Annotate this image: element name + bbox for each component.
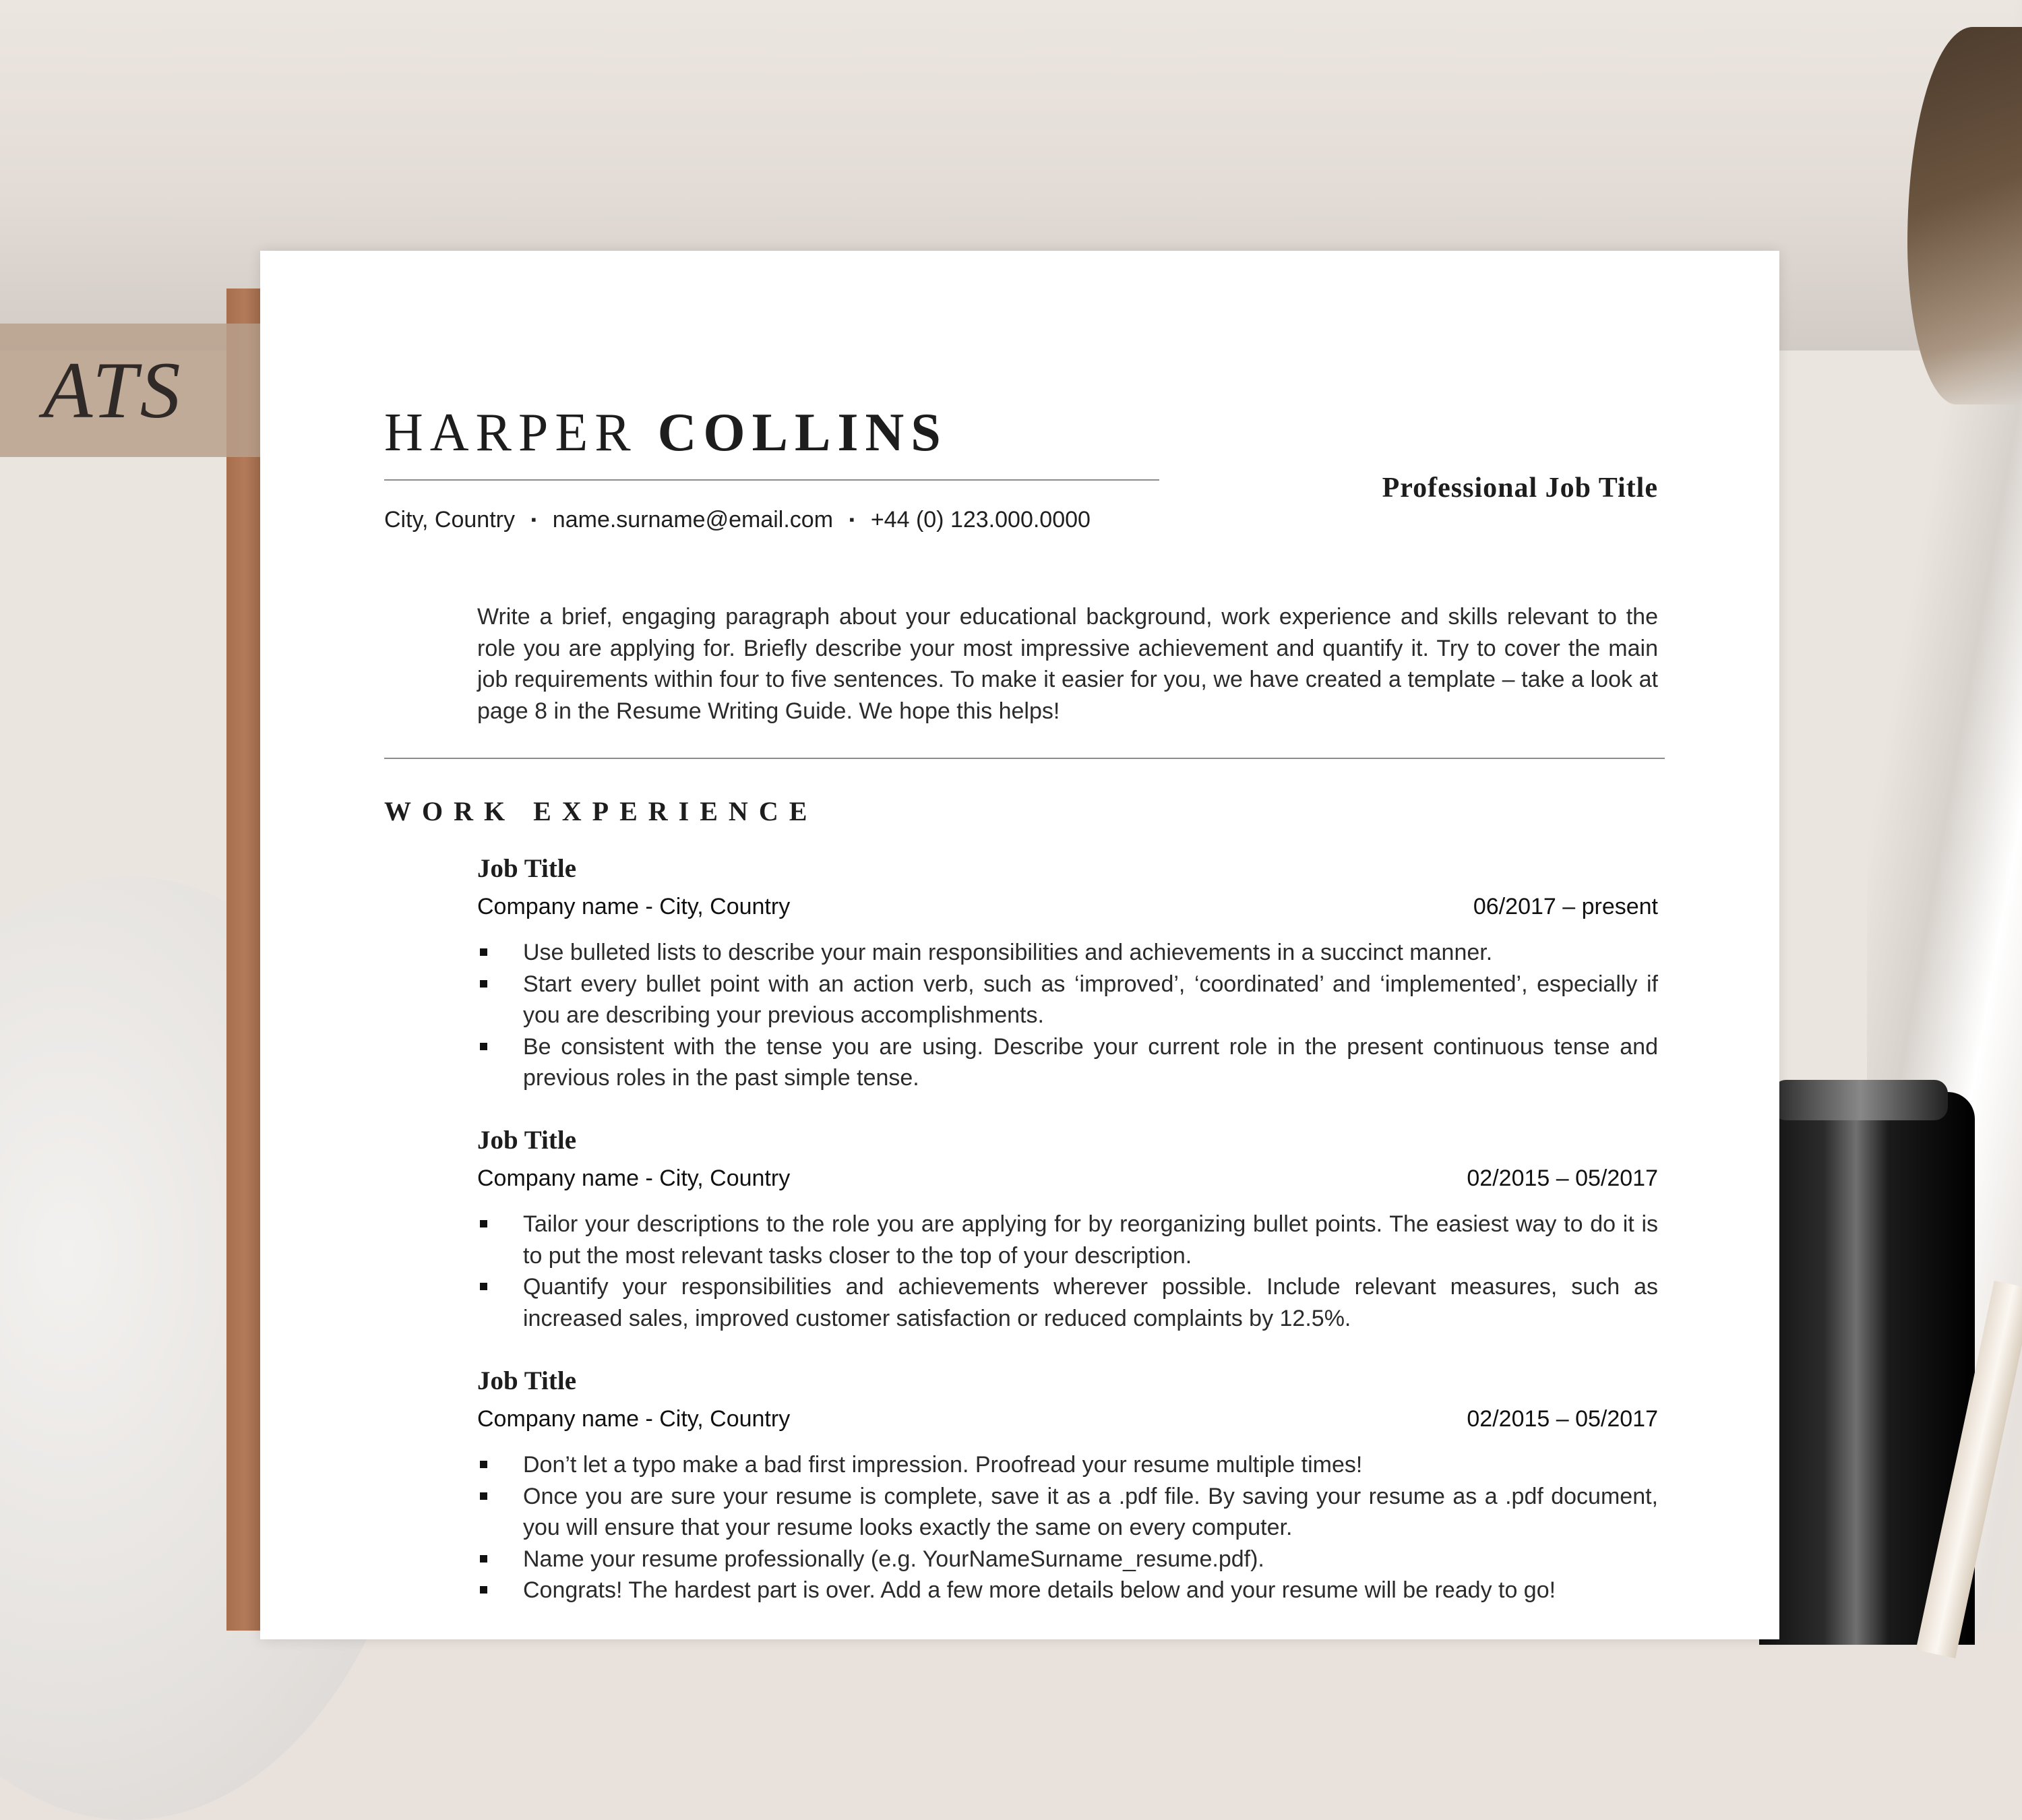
job-meta (477, 1159, 1658, 1198)
job-entry (477, 851, 1658, 1094)
job-dates: 02/2015 – 05/2017 (1467, 1406, 1658, 1432)
job-bullets (477, 1209, 1658, 1334)
job-bullets (477, 1449, 1658, 1606)
job-title: Job Title (477, 1126, 577, 1155)
job-meta (477, 1399, 1658, 1438)
profile-summary: Write a brief, engaging paragraph about your educational background, work experience and skills relevant to the role you are applying for. Briefly describe your most impressive achievement and quantify it. Try to cover the main job requirements within four to five sentences. To make it easier for you, we have created a template – take a look at page 8 in the Resume Writing Guide. We hope this helps! (477, 604, 1658, 724)
name-divider (384, 479, 1159, 481)
job-dates: 06/2017 – present (1473, 894, 1658, 919)
list-item: Tailor your descriptions to the role you are applying for by reorganizing bullet points. The easiest way to do it is to put the most relevant tasks closer to the top of your description. (477, 1209, 1658, 1271)
contact-separator: ▪ (849, 511, 855, 528)
job-meta (477, 887, 1658, 926)
contact-phone: +44 (0) 123.000.0000 (870, 507, 1091, 533)
ink-jar-rim (1773, 1080, 1948, 1120)
list-item: Start every bullet point with an action verb, such as ‘improved’, ‘coordinated’ and ‘implemented’, especially if you are describing your previous accomplishments. (477, 969, 1658, 1031)
job-bullets (477, 937, 1658, 1094)
last-name: COLLINS (657, 403, 948, 462)
job-entry (477, 1363, 1658, 1606)
list-item: Be consistent with the tense you are using. Describe your current role in the present continuous tense and previous roles in the past simple tense. (477, 1031, 1658, 1094)
job-title: Job Title (477, 1366, 577, 1395)
list-item: Quantify your responsibilities and achievements wherever possible. Include relevant measures, such as increased sales, improved customer satisfaction or reduced complaints by 12.5%. (477, 1271, 1658, 1334)
list-item: Name your resume professionally (e.g. YourNameSurname_resume.pdf). (477, 1544, 1658, 1575)
contact-separator: ▪ (530, 511, 537, 528)
ats-badge (0, 324, 260, 457)
summary-divider (384, 758, 1665, 759)
job-dates: 02/2015 – 05/2017 (1467, 1165, 1658, 1191)
list-item: Use bulleted lists to describe your main responsibilities and achievements in a succinct manner. (477, 937, 1658, 969)
candidate-name (384, 402, 948, 464)
resume-page (260, 251, 1779, 1639)
list-item: Congrats! The hardest part is over. Add a few more details below and your resume will be ready to go! (477, 1575, 1658, 1606)
professional-job-title: Professional Job Title (1382, 473, 1658, 504)
list-item: Don’t let a typo make a bad first impression. Proofread your resume multiple times! (477, 1449, 1658, 1481)
contact-line (384, 507, 1091, 533)
company-name: Company name - City, Country (477, 1165, 791, 1191)
work-experience-heading: WORK EXPERIENCE (384, 796, 818, 826)
first-name: HARPER (384, 403, 638, 462)
list-item: Once you are sure your resume is complete, save it as a .pdf file. By saving your resume as a .pdf document, you will ensure that your resume looks exactly the same on every computer. (477, 1481, 1658, 1544)
company-name: Company name - City, Country (477, 894, 791, 919)
contact-location: City, Country (384, 507, 515, 533)
company-name: Company name - City, Country (477, 1406, 791, 1432)
contact-email: name.surname@email.com (552, 507, 834, 533)
ats-badge-label: ATS (43, 345, 183, 435)
job-entry (477, 1122, 1658, 1334)
resume-spine (226, 289, 262, 1631)
job-title: Job Title (477, 854, 577, 883)
